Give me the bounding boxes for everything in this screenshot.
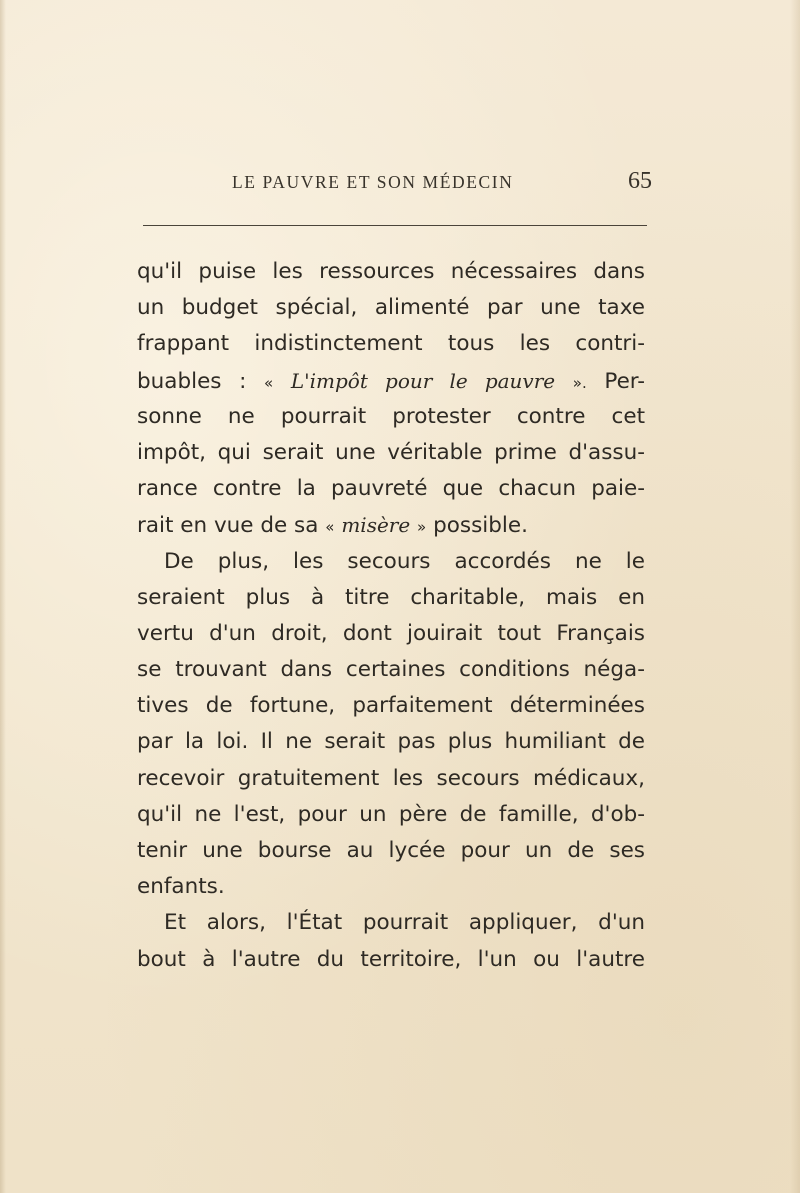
text-line: rance contre la pauvreté que chacun paie- <box>137 476 645 502</box>
page-edge-left <box>0 0 6 1193</box>
text-fragment: Per- <box>604 368 646 394</box>
text-fragment: rait en vue de sa <box>137 513 319 539</box>
page-number: 65 <box>628 168 652 194</box>
paragraph-2 <box>137 544 645 906</box>
text-line-with-quote <box>137 363 645 399</box>
open-quote: « <box>264 373 274 392</box>
text-line: se trouvant dans certaines conditions néga- <box>137 657 645 683</box>
open-quote: « <box>325 518 335 537</box>
italic-word: misère <box>341 513 411 538</box>
text-line <box>137 544 645 580</box>
text-line: seraient plus à titre charitable, mais en <box>137 584 645 610</box>
text-line: tenir une bourse au lycée pour un de ses <box>137 838 645 863</box>
body-text <box>137 254 645 978</box>
paragraph-1 <box>137 254 645 544</box>
text-line: qu'il puise les ressources nécessaires dans <box>137 259 645 284</box>
running-head <box>144 168 656 198</box>
text-fragment: possible. <box>433 513 528 539</box>
text-line: par la loi. Il ne serait pas plus humiliant de <box>137 729 645 755</box>
text-line <box>137 905 645 941</box>
text-line-with-quote <box>137 507 645 543</box>
running-title: LE PAUVRE ET SON MÉDECIN <box>232 172 514 192</box>
text-line: qu'il ne l'est, pour un père de famille, d'ob- <box>137 801 645 827</box>
text-line: impôt, qui serait une véritable prime d'assu- <box>137 439 645 465</box>
close-quote: ». <box>572 373 587 392</box>
text-line: un budget spécial, alimenté par une taxe <box>137 295 645 321</box>
page-edge-right <box>790 0 800 1193</box>
text-fragment: buables : <box>137 368 247 394</box>
text-fragment: De plus, les secours accordés ne le <box>164 548 645 574</box>
text-line: recevoir gratuitement les secours médicaux, <box>137 765 645 791</box>
close-quote: » <box>417 518 427 537</box>
text-fragment: Et alors, l'État pourrait appliquer, d'un <box>164 910 645 936</box>
text-line: tives de fortune, parfaitement déterminées <box>137 693 645 719</box>
text-line: frappant indistinctement tous les contri- <box>137 331 645 357</box>
text-line: bout à l'autre du territoire, l'un ou l'autre <box>137 946 645 972</box>
text-line: sonne ne pourrait protester contre cet <box>137 403 645 429</box>
italic-phrase: L'impôt pour le pauvre <box>290 368 556 393</box>
header-rule <box>143 225 647 226</box>
text-line: vertu d'un droit, dont jouirait tout Français <box>137 620 645 646</box>
text-line: enfants. <box>137 874 225 900</box>
paragraph-3 <box>137 905 645 977</box>
